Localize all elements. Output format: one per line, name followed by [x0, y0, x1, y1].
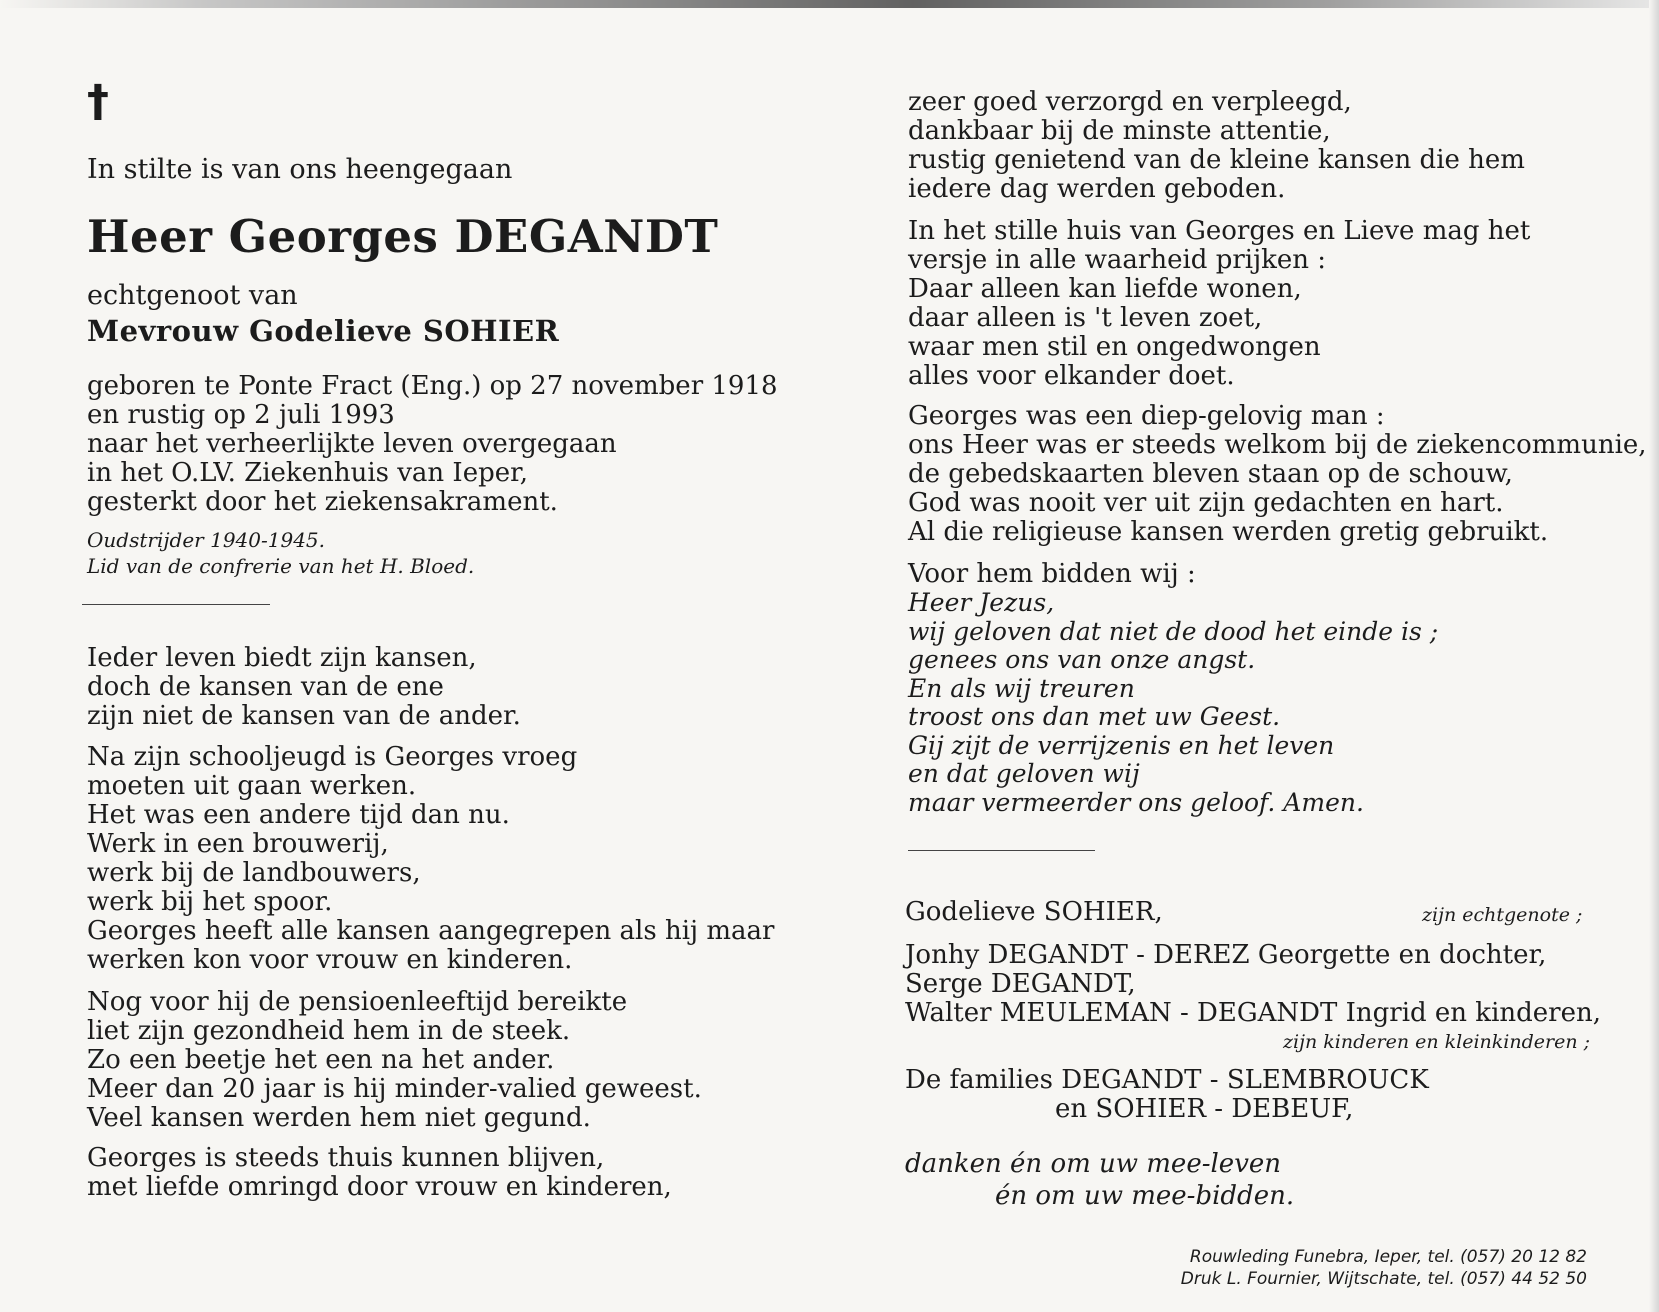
family-line: De families DEGANDT - SLEMBROUCK — [905, 1065, 1429, 1095]
prayer-line: Gij zijt de verrijzenis en het leven — [908, 730, 1335, 760]
family-wife: Godelieve SOHIER, — [905, 897, 1163, 927]
verse-line: Al die religieuse kansen werden gretig gebruikt. — [908, 517, 1549, 547]
printer-line: Druk L. Fournier, Wijtschate, tel. (057) 44 52 50 — [1180, 1269, 1587, 1289]
thanks-line: én om uw mee-bidden. — [995, 1181, 1295, 1211]
verse-line: Na zijn schooljeugd is Georges vroeg — [87, 742, 578, 772]
family-line: Walter MEULEMAN - DEGANDT Ingrid en kinderen, — [905, 998, 1601, 1028]
verse-line: Georges is steeds thuis kunnen blijven, — [87, 1143, 605, 1173]
verse-line: Daar alleen kan liefde wonen, — [908, 274, 1302, 304]
verse-line: Zo een beetje het een na het ander. — [87, 1045, 555, 1075]
family-wife-note: zijn echtgenote ; — [1422, 904, 1583, 926]
verse-line: Meer dan 20 jaar is hij minder-valied geweest. — [87, 1074, 702, 1104]
verse-line: werk bij het spoor. — [87, 887, 333, 917]
bio-line: geboren te Ponte Fract (Eng.) op 27 november 1918 — [87, 371, 778, 401]
verse-line: doch de kansen van de ene — [87, 672, 444, 702]
note-line: Lid van de confrerie van het H. Bloed. — [87, 554, 475, 578]
family-line: en SOHIER - DEBEUF, — [1055, 1094, 1354, 1124]
family-children — [905, 941, 1601, 1028]
card-top-edge — [0, 0, 1659, 8]
verse-line: waar men stil en ongedwongen — [908, 332, 1321, 362]
verse-line: werken kon voor vrouw en kinderen. — [87, 945, 573, 975]
deceased-name: Heer Georges DEGANDT — [87, 210, 719, 263]
bio-line: in het O.LV. Ziekenhuis van Ieper, — [87, 458, 528, 488]
verse-line: rustig genietend van de kleine kansen die hem — [908, 145, 1525, 175]
bio-line: en rustig op 2 juli 1993 — [87, 400, 395, 430]
prayer-line: troost ons dan met uw Geest. — [908, 702, 1281, 731]
stanza — [908, 217, 1530, 391]
printer-line: Rouwleding Funebra, Ieper, tel. (057) 20 12 82 — [1189, 1247, 1587, 1267]
verse-line: werk bij de landbouwers, — [87, 858, 421, 888]
verse-line: alles voor elkander doet. — [908, 361, 1235, 391]
notes-block — [87, 527, 474, 579]
family-children-note: zijn kinderen en kleinkinderen ; — [1283, 1031, 1590, 1053]
verse-line: versje in alle waarheid prijken : — [908, 245, 1327, 275]
stanza — [87, 743, 774, 975]
verse-line: Veel kansen werden hem niet gegund. — [87, 1103, 591, 1133]
stanza — [87, 644, 521, 731]
bio-block — [87, 372, 778, 517]
family-line: Jonhy DEGANDT - DEREZ Georgette en dochter, — [905, 940, 1547, 970]
prayer-line: genees ons van onze angst. — [908, 645, 1256, 674]
thanks-line: danken én om uw mee-leven — [905, 1149, 1282, 1179]
prayer-intro: Voor hem bidden wij : — [908, 559, 1196, 589]
stanza — [908, 402, 1647, 547]
verse-line: Werk in een brouwerij, — [87, 829, 389, 859]
verse-line: zeer goed verzorgd en verpleegd, — [908, 87, 1352, 117]
verse-line: Nog voor hij de pensioenleeftijd bereikte — [87, 987, 628, 1017]
prayer-line: En als wij treuren — [908, 673, 1135, 703]
stanza — [87, 988, 702, 1133]
prayer-line: wij geloven dat niet de dood het einde is ; — [908, 616, 1439, 646]
cross-icon: † — [87, 76, 109, 127]
spouse-intro: echtgenoot van — [87, 280, 298, 311]
verse-line: liet zijn gezondheid hem in de steek. — [87, 1016, 571, 1046]
spouse-name: Mevrouw Godelieve SOHIER — [87, 314, 560, 348]
verse-line: Georges was een diep-gelovig man : — [908, 401, 1385, 431]
family-line: Serge DEGANDT, — [905, 969, 1136, 999]
stanza — [908, 88, 1525, 204]
verse-line: dankbaar bij de minste attentie, — [908, 116, 1331, 146]
verse-line: daar alleen is 't leven zoet, — [908, 303, 1263, 333]
printer-credits — [1181, 1246, 1587, 1290]
intro-text: In stilte is van ons heengegaan — [87, 154, 513, 185]
prayer-line: en dat geloven wij — [908, 759, 1140, 788]
verse-line: ons Heer was er steeds welkom bij de ziekencommunie, — [908, 430, 1647, 460]
thanks-block — [905, 1148, 1294, 1212]
verse-line: met liefde omringd door vrouw en kinderen, — [87, 1172, 672, 1202]
verse-line: iedere dag werden geboden. — [908, 174, 1286, 204]
verse-line: de gebedskaarten bleven staan op de schouw, — [908, 459, 1513, 489]
verse-line: moeten uit gaan werken. — [87, 771, 417, 801]
verse-line: Het was een andere tijd dan nu. — [87, 800, 510, 830]
stanza — [87, 1144, 672, 1202]
divider — [82, 604, 270, 605]
card-right-edge — [1649, 0, 1659, 1312]
bio-line: gesterkt door het ziekensakrament. — [87, 487, 558, 517]
verse-line: zijn niet de kansen van de ander. — [87, 701, 521, 731]
verse-line: Ieder leven biedt zijn kansen, — [87, 643, 477, 673]
verse-line: In het stille huis van Georges en Lieve mag het — [908, 216, 1531, 246]
bio-line: naar het verheerlijkte leven overgegaan — [87, 429, 617, 459]
prayer-line: maar vermeerder ons geloof. Amen. — [908, 787, 1364, 817]
verse-line: God was nooit ver uit zijn gedachten en hart. — [908, 488, 1504, 518]
divider — [908, 850, 1095, 851]
verse-line: Georges heeft alle kansen aangegrepen als hij maar — [87, 916, 775, 946]
note-line: Oudstrijder 1940-1945. — [87, 528, 326, 552]
prayer-block — [908, 589, 1438, 817]
prayer-line: Heer Jezus, — [908, 588, 1055, 617]
